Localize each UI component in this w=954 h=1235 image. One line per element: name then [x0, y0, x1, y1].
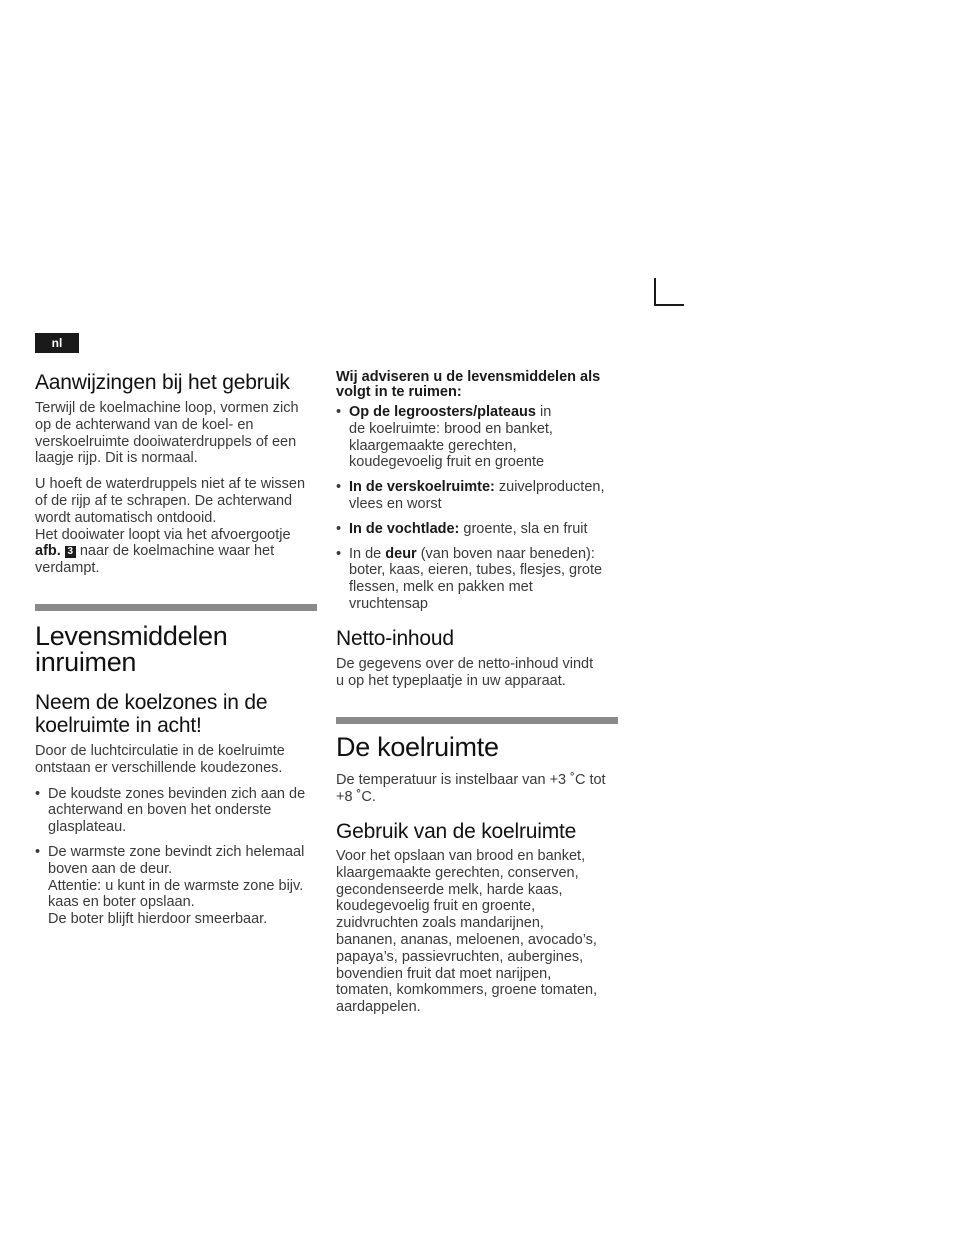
- text-line: koudegevoelig fruit en groente,: [336, 898, 536, 915]
- item-label: deur: [385, 545, 417, 562]
- text-line: verdampt.: [35, 560, 100, 577]
- item-label: In de vochtlade:: [349, 520, 460, 537]
- text-line: zuivelproducten,: [494, 479, 605, 496]
- text-line: De gegevens over de netto-inhoud vindt: [336, 655, 594, 672]
- text-line: bovendien fruit dat moet narijpen,: [336, 965, 552, 982]
- text-line: in: [535, 404, 552, 420]
- heading-food-storage: [35, 620, 317, 677]
- usage-paragraph-2: [35, 476, 317, 577]
- list-item: [35, 844, 317, 928]
- text-line: ontstaan er verschillende koudezones.: [35, 759, 283, 776]
- text-line: flessen, melk en pakken met: [349, 579, 533, 596]
- text-line: tomaten, komkommers, groene tomaten,: [336, 982, 598, 999]
- text-line: U hoeft de waterdruppels niet af te wissen: [35, 476, 306, 493]
- text-line: vlees en worst: [349, 495, 442, 512]
- text-line: De warmste zone bevindt zich helemaal: [48, 843, 305, 860]
- text-line: Wij adviseren u de levensmiddelen als: [336, 369, 601, 385]
- figure-number-box: 3: [65, 546, 76, 558]
- language-tab: nl: [35, 333, 79, 353]
- text-line: papaya’s, passievruchten, aubergines,: [336, 948, 584, 965]
- list-item: [336, 546, 618, 613]
- text-line: Voor het opslaan van brood en banket,: [336, 847, 586, 864]
- heading-cooling-zones: [35, 691, 317, 737]
- net-content-text: [336, 656, 618, 690]
- text-line: gecondenseerde melk, harde kaas,: [336, 881, 563, 898]
- text-line: zuidvruchten zoals mandarijnen,: [336, 915, 544, 932]
- item-label: In de verskoelruimte:: [349, 479, 495, 496]
- text-line: wordt automatisch ontdooid.: [35, 509, 217, 526]
- right-column: [336, 370, 618, 1016]
- text-line: klaargemaakte gerechten, conserven,: [336, 864, 579, 881]
- text-line: op de achterwand van de koel- en: [35, 416, 254, 433]
- text-line: klaargemaakte gerechten,: [349, 437, 517, 454]
- text-line: kaas en boter opslaan.: [48, 894, 195, 911]
- text-line: Door de luchtcirculatie in de koelruimte: [35, 742, 285, 759]
- list-item: [336, 479, 618, 513]
- list-item: [336, 521, 618, 538]
- figure-reference-text: naar de koelmachine waar het: [79, 543, 275, 560]
- text-line: bananen, ananas, meloenen, avocado’s,: [336, 931, 597, 948]
- heading-usage-notes: Aanwijzingen bij het gebruik: [35, 371, 290, 394]
- text-line: In de: [349, 545, 386, 562]
- figure-reference-line: [35, 543, 317, 560]
- text-line: koudegevoelig fruit en groente: [349, 454, 545, 471]
- text-line: achterwand en boven het onderste: [48, 802, 272, 819]
- text-line: boven aan de deur.: [48, 860, 173, 877]
- heading-line: koelruimte in acht!: [35, 713, 202, 737]
- zones-list: [35, 786, 317, 928]
- heading-refrigerator: De koelruimte: [336, 732, 499, 763]
- advice-list: [336, 404, 618, 613]
- section-divider: [336, 717, 618, 724]
- section-divider: [35, 604, 317, 611]
- text-line: boter, kaas, eieren, tubes, flesjes, grote: [349, 562, 603, 579]
- text-line: De koudste zones bevinden zich aan de: [48, 785, 306, 802]
- text-line: u op het typeplaatje in uw apparaat.: [336, 672, 566, 689]
- text-line: (van boven naar beneden):: [416, 545, 595, 562]
- text-line: De boter blijft hierdoor smeerbaar.: [48, 911, 268, 928]
- usage-paragraph-1: [35, 400, 317, 467]
- temperature-text: [336, 772, 618, 806]
- crop-mark-horizontal: [654, 304, 684, 306]
- text-line: of de rijp af te schrapen. De achterwand: [35, 492, 293, 509]
- text-line: +8 ˚C.: [336, 789, 376, 806]
- text-line: vruchtensap: [349, 595, 428, 612]
- text-line: laagje rijp. Dit is normaal.: [35, 450, 198, 467]
- refrigerator-use-text: [336, 848, 618, 1016]
- heading-refrigerator-use: Gebruik van de koelruimte: [336, 819, 577, 843]
- zones-intro: [35, 743, 317, 777]
- text-line: de koelruimte: brood en banket,: [349, 420, 553, 437]
- text-line: volgt in te ruimen:: [336, 384, 462, 400]
- left-column: [35, 368, 317, 928]
- figure-reference-label: afb.: [35, 543, 61, 560]
- list-item: [336, 404, 618, 471]
- text-line: groente, sla en fruit: [459, 520, 588, 537]
- text-line: glasplateau.: [48, 819, 127, 836]
- crop-mark-vertical: [654, 278, 656, 306]
- heading-line: inruimen: [35, 646, 137, 677]
- heading-net-content: Netto-inhoud: [336, 626, 454, 650]
- text-line: Het dooiwater loopt via het afvoergootje: [35, 526, 291, 543]
- item-label: Op de legroosters/plateaus: [349, 404, 536, 420]
- advice-lead: [336, 370, 618, 400]
- heading-line: Neem de koelzones in de: [35, 690, 268, 714]
- text-line: Terwijl de koelmachine loop, vormen zich: [35, 400, 299, 416]
- text-line: verskoelruimte dooiwaterdruppels of een: [35, 433, 297, 450]
- heading-line: Levensmiddelen: [35, 620, 228, 651]
- text-line: De temperatuur is instelbaar van +3 ˚C tot: [336, 772, 606, 789]
- text-line: aardappelen.: [336, 999, 421, 1016]
- text-line: Attentie: u kunt in de warmste zone bijv.: [48, 877, 304, 894]
- list-item: [35, 786, 317, 836]
